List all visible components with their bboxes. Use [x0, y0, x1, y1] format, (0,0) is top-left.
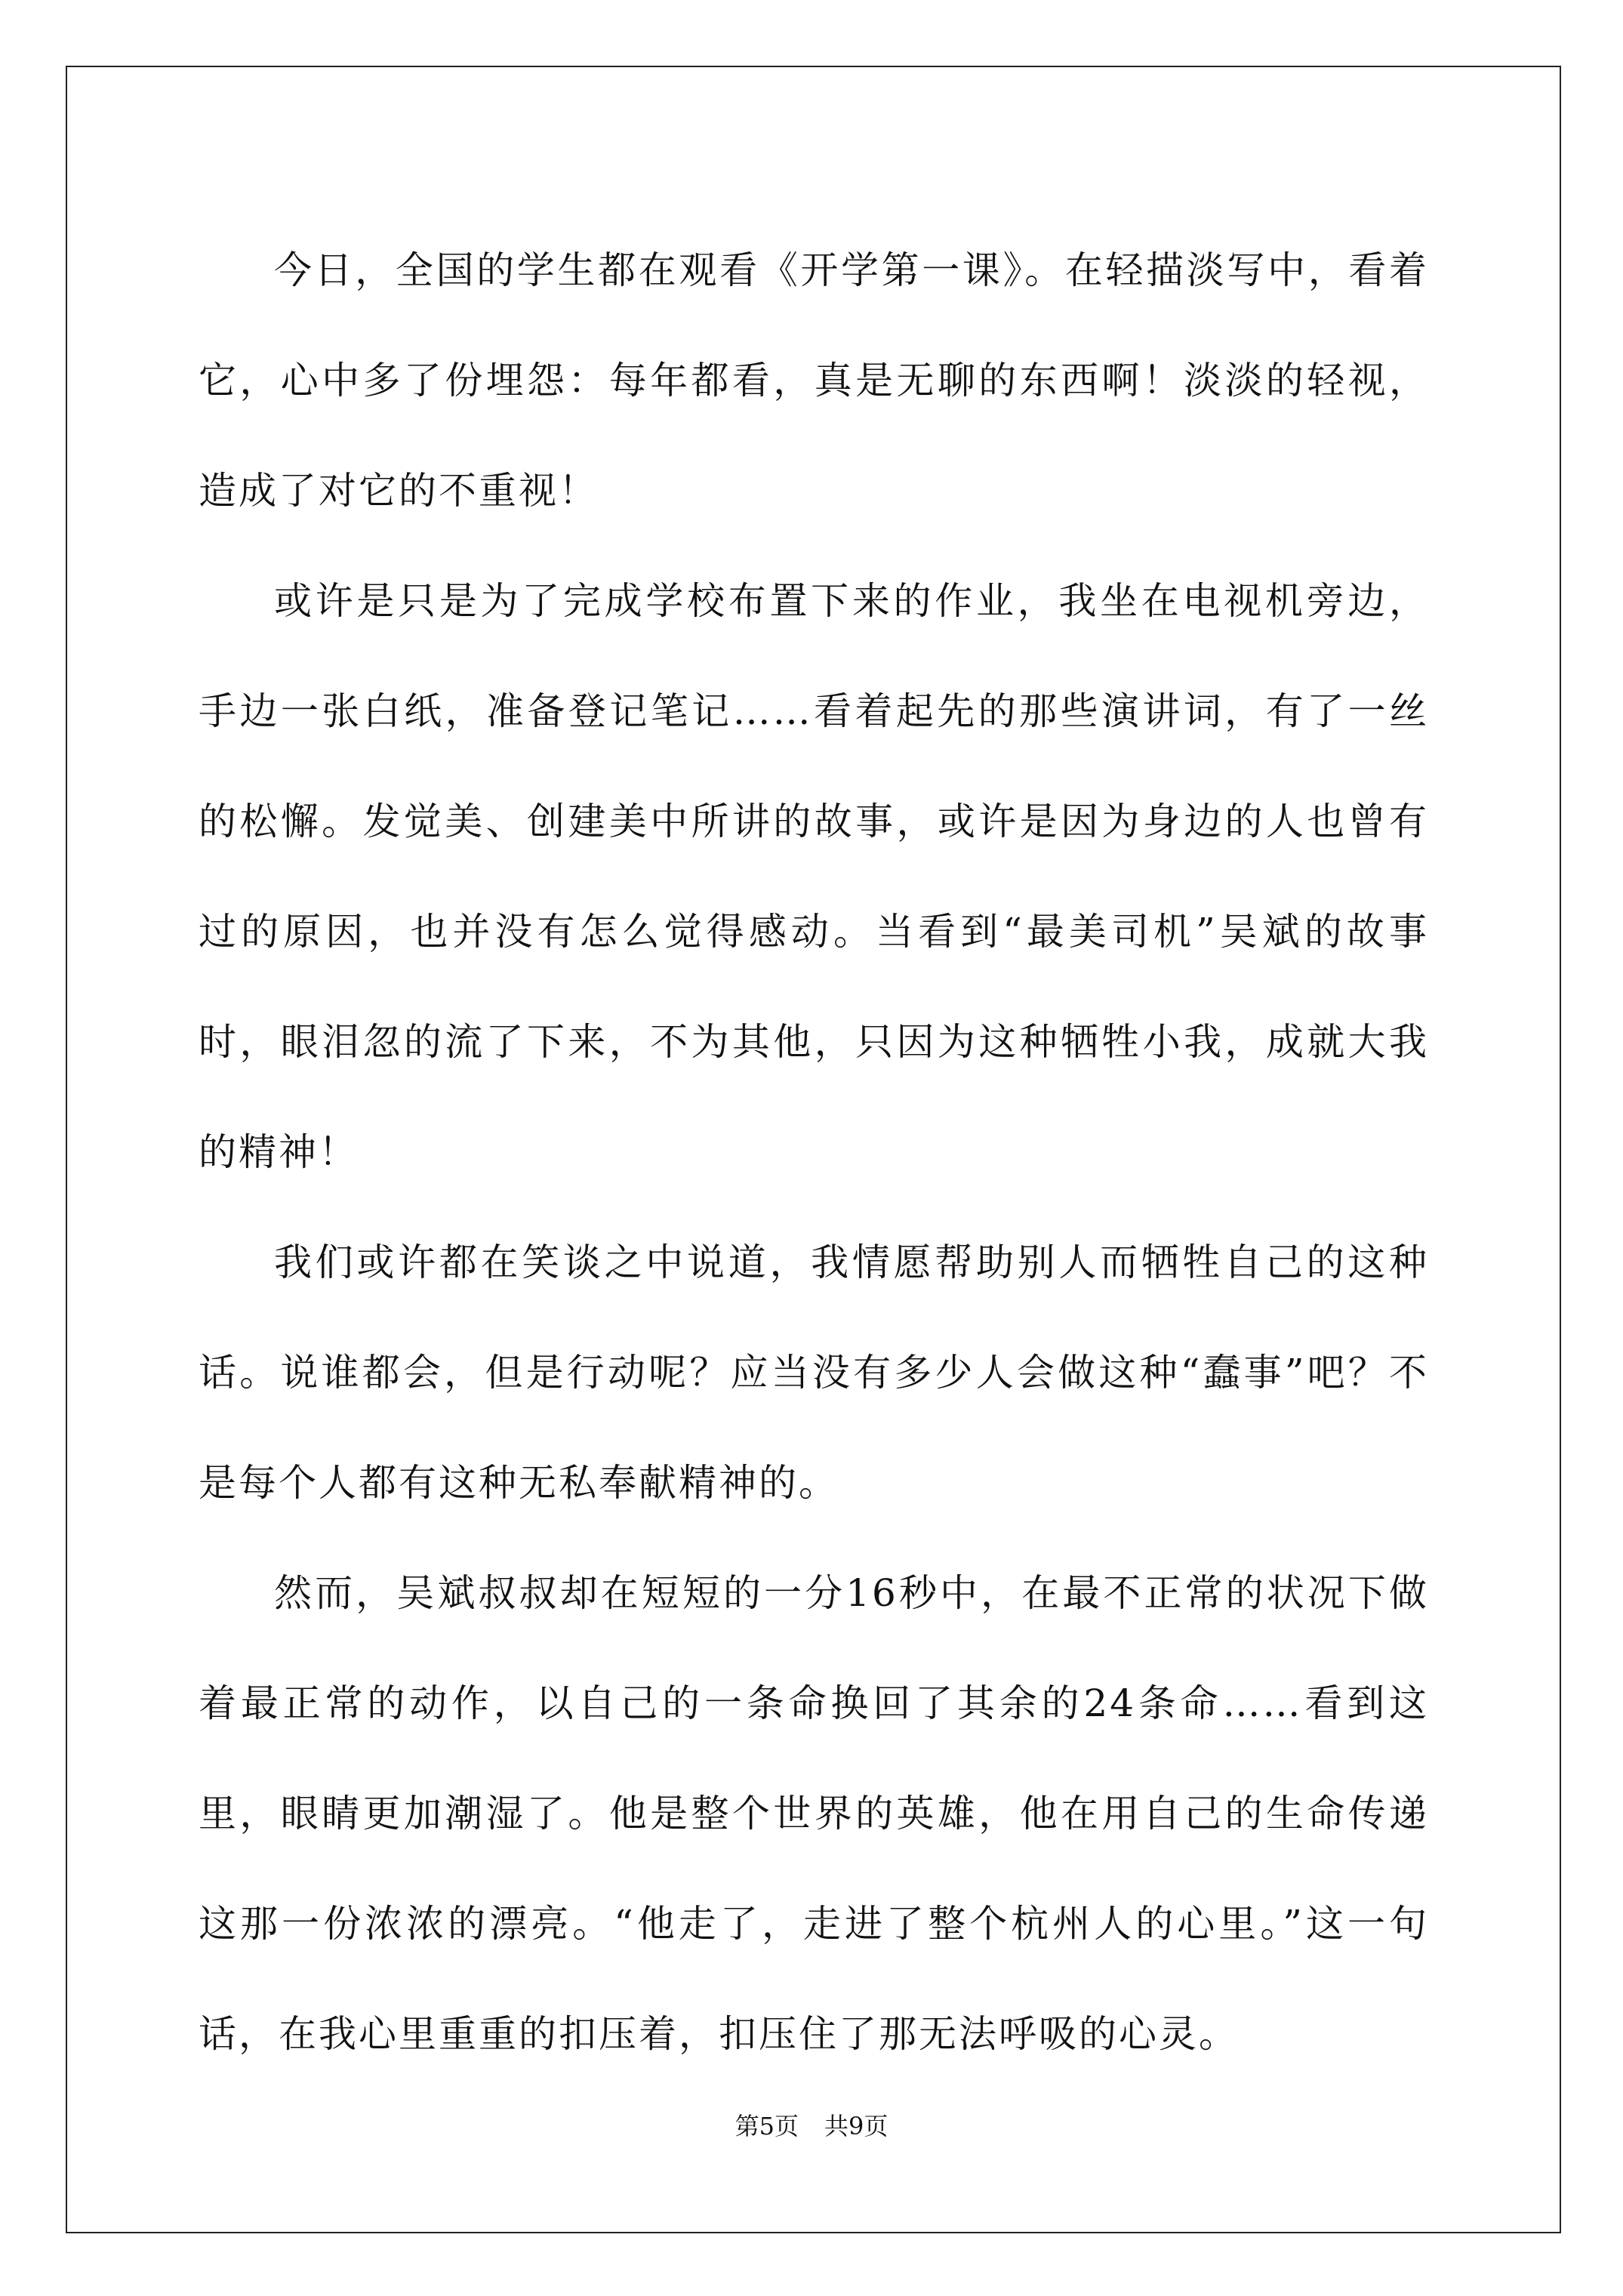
document-body	[199, 215, 1429, 2089]
total-page-count: 共9页	[824, 2112, 888, 2140]
paragraph: 我们或许都在笑谈之中说道，我情愿帮助别人而牺牲自己的这种话。说谁都会，但是行动呢？应当没有多少人会做这种“蠢事”吧？不是每个人都有这种无私奉献精神的。	[199, 1240, 1429, 1505]
page-footer	[0, 2111, 1623, 2141]
paragraph: 然而，吴斌叔叔却在短短的一分16秒中，在最不正常的状况下做着最正常的动作，以自己的一条命换回了其余的24条命……看到这里，眼睛更加潮湿了。他是整个世界的英雄，他在用自己的生命传递这那一份浓浓的漂亮。“他走了，走进了整个杭州人的心里。”这一句话，在我心里重重的扣压着，扣压住了那无法呼吸的心灵。	[199, 1571, 1429, 2056]
paragraph: 今日，全国的学生都在观看《开学第一课》。在轻描淡写中，看着它，心中多了份埋怨：每年都看，真是无聊的东西啊！淡淡的轻视，造成了对它的不重视！	[199, 248, 1429, 513]
paragraph: 或许是只是为了完成学校布置下来的作业，我坐在电视机旁边，手边一张白纸，准备登记笔记……看着起先的那些演讲词，有了一丝的松懈。发觉美、创建美中所讲的故事，或许是因为身边的人也曾有过的原因，也并没有怎么觉得感动。当看到“最美司机”吴斌的故事时，眼泪忽的流了下来，不为其他，只因为这种牺牲小我，成就大我的精神！	[199, 579, 1429, 1174]
current-page-number: 第5页	[735, 2112, 799, 2140]
